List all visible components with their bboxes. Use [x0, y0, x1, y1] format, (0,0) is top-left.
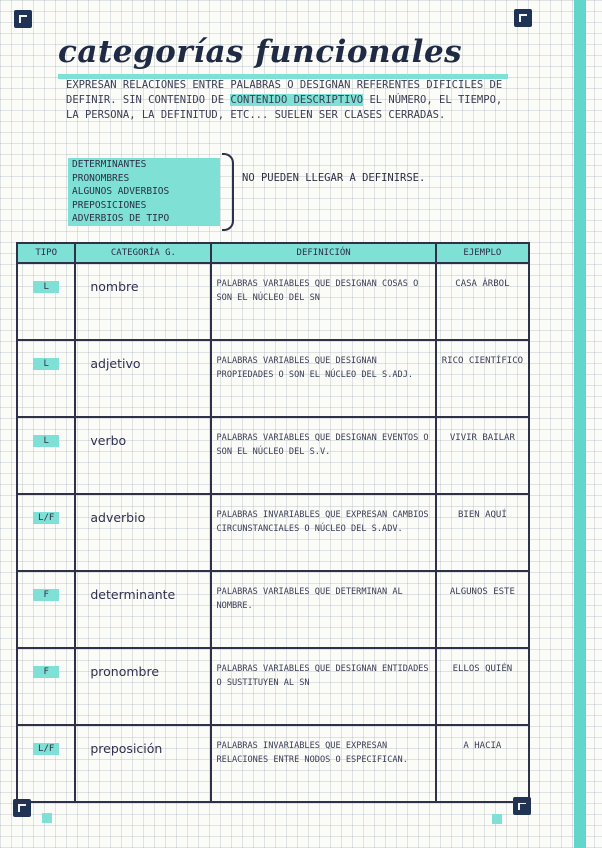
cell-categoria: [75, 494, 211, 571]
intro-paragraph: [66, 78, 506, 123]
accent-dot: [42, 813, 52, 823]
header-ejemplo: EJEMPLO: [436, 243, 529, 263]
cell-tipo: [17, 340, 75, 417]
category-list: [68, 158, 220, 226]
page-title: categorías funcionales: [58, 34, 508, 79]
table-row: [17, 725, 529, 802]
list-item: ADVERBIOS DE TIPO: [68, 212, 220, 226]
cell-ejemplo: [436, 725, 529, 802]
intro-text: EXPRESAN RELACIONES ENTRE PALABRAS O DESIGNAN REFERENTES DIFICILES DE DEFINIR. SIN CONTENIDO DE: [66, 79, 503, 106]
cell-definicion: [211, 725, 435, 802]
list-item: ALGUNOS ADVERBIOS: [68, 185, 220, 199]
cell-definicion: [211, 263, 435, 340]
cell-definicion: [211, 417, 435, 494]
cell-categoria: [75, 725, 211, 802]
table-row: [17, 494, 529, 571]
cell-categoria: [75, 571, 211, 648]
cell-definicion: [211, 571, 435, 648]
cell-definicion: [211, 494, 435, 571]
header-tipo: TIPO: [17, 243, 75, 263]
table-row: [17, 571, 529, 648]
categoria-text: verbo: [90, 433, 127, 448]
ejemplo-text: CASA ÁRBOL: [455, 279, 510, 289]
tipo-badge: L: [33, 281, 59, 293]
cell-tipo: [17, 494, 75, 571]
corner-marker-icon: [514, 9, 532, 27]
cell-tipo: [17, 648, 75, 725]
list-item: PREPOSICIONES: [68, 199, 220, 213]
categories-table: [16, 242, 530, 803]
categoria-text: adjetivo: [90, 356, 141, 371]
margin-strip: [574, 0, 586, 848]
definicion-text: PALABRAS VARIABLES QUE DESIGNAN ENTIDADES O SUSTITUYEN AL SN: [216, 664, 429, 688]
tipo-badge: L/F: [33, 743, 59, 755]
table-row: [17, 340, 529, 417]
list-note: NO PUEDEN LLEGAR A DEFINIRSE.: [242, 172, 426, 184]
cell-ejemplo: [436, 417, 529, 494]
cell-tipo: [17, 417, 75, 494]
cell-categoria: [75, 340, 211, 417]
cell-ejemplo: [436, 494, 529, 571]
ejemplo-text: A HACIA: [463, 741, 502, 751]
categoria-text: preposición: [90, 741, 163, 756]
cell-definicion: [211, 648, 435, 725]
ejemplo-text: ELLOS QUIÉN: [452, 664, 513, 674]
definicion-text: PALABRAS VARIABLES QUE DESIGNAN PROPIEDADES O SON EL NÚCLEO DEL S.ADJ.: [216, 356, 414, 380]
table-header-row: [17, 243, 529, 263]
cell-definicion: [211, 340, 435, 417]
categoria-text: nombre: [90, 279, 139, 294]
ejemplo-text: BIEN AQUÍ: [458, 510, 507, 520]
cell-ejemplo: [436, 340, 529, 417]
cell-ejemplo: [436, 263, 529, 340]
categoria-text: pronombre: [90, 664, 160, 679]
header-definicion: DEFINICIÓN: [211, 243, 435, 263]
list-item: DETERMINANTES: [68, 158, 220, 172]
definicion-text: PALABRAS INVARIABLES QUE EXPRESAN CAMBIOS CIRCUNSTANCIALES O NÚCLEO DEL S.ADV.: [216, 510, 429, 534]
ejemplo-text: ALGUNOS ESTE: [449, 587, 515, 597]
header-categoria: CATEGORÍA G.: [75, 243, 211, 263]
corner-marker-icon: [14, 10, 32, 28]
table-row: [17, 263, 529, 340]
intro-text: EL NÚMERO, EL TIEMPO, LA PERSONA, LA DEFINITUD, ETC... SUELEN SER CLASES CERRADAS.: [66, 94, 503, 121]
cell-tipo: [17, 571, 75, 648]
definicion-text: PALABRAS VARIABLES QUE DESIGNAN COSAS O SON EL NÚCLEO DEL SN: [216, 279, 419, 303]
intro-highlight: CONTENIDO DESCRIPTIVO: [230, 94, 364, 106]
cell-ejemplo: [436, 571, 529, 648]
definicion-text: PALABRAS VARIABLES QUE DESIGNAN EVENTOS O SON EL NÚCLEO DEL S.V.: [216, 433, 429, 457]
tipo-badge: L: [33, 435, 59, 447]
table-row: [17, 648, 529, 725]
ejemplo-text: VIVIR BAILAR: [449, 433, 515, 443]
ejemplo-text: RICO CIENTÍFICO: [441, 356, 524, 366]
cell-categoria: [75, 648, 211, 725]
tipo-badge: F: [33, 589, 59, 601]
brace-icon: [222, 153, 234, 231]
definicion-text: PALABRAS VARIABLES QUE DETERMINAN AL NOMBRE.: [216, 587, 403, 611]
list-item: PRONOMBRES: [68, 172, 220, 186]
tipo-badge: L: [33, 358, 59, 370]
categoria-text: determinante: [90, 587, 176, 602]
categoria-text: adverbio: [90, 510, 146, 525]
cell-tipo: [17, 263, 75, 340]
cell-ejemplo: [436, 648, 529, 725]
definicion-text: PALABRAS INVARIABLES QUE EXPRESAN RELACIONES ENTRE NODOS O ESPECIFICAN.: [216, 741, 408, 765]
cell-categoria: [75, 263, 211, 340]
cell-categoria: [75, 417, 211, 494]
table-row: [17, 417, 529, 494]
tipo-badge: L/F: [33, 512, 59, 524]
cell-tipo: [17, 725, 75, 802]
tipo-badge: F: [33, 666, 59, 678]
accent-dot: [492, 814, 502, 824]
